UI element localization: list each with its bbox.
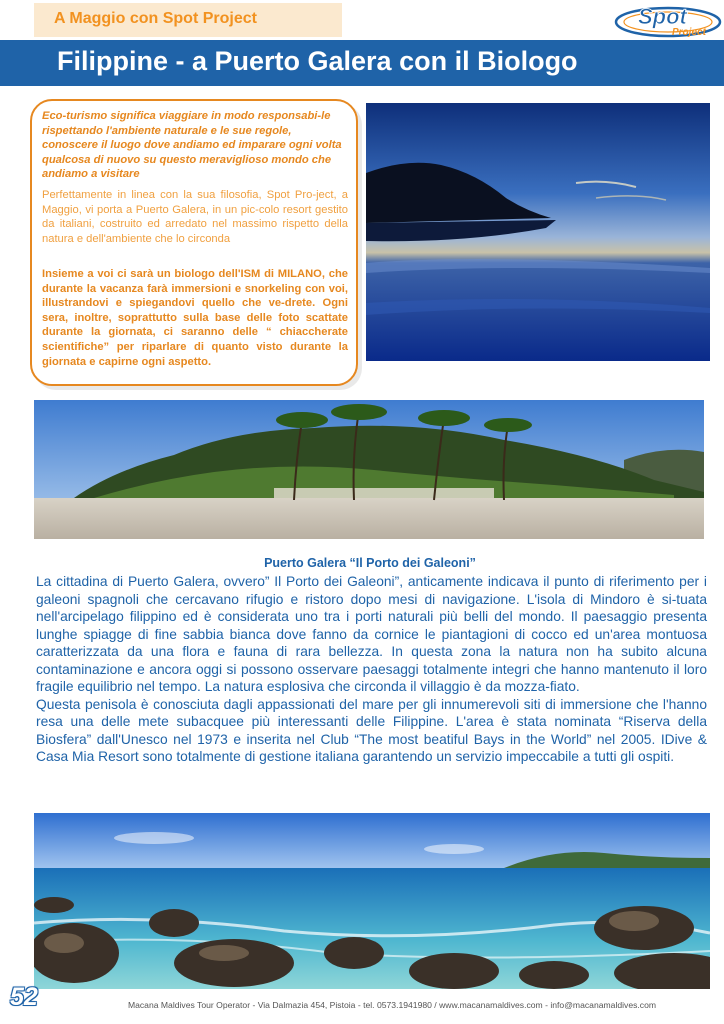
logo-text-project: Project [672,27,706,38]
title-bar [0,40,724,86]
callout-intro: Eco-turismo significa viaggiare in modo responsabi-le rispettando l'ambiente naturale e le sue regole, conoscere il luogo dove andiamo ed imparare ogni volta qualcosa di nuovo su questo meraviglioso mondo che andiamo a visitare [42,110,342,181]
article-paragraph-2: Questa penisola è conosciuta dagli appassionati del mare per gli innumerevoli siti di immersione che l'hanno resa una delle mete subacquee più interessanti delle Filippine. L'area è stata nominata “Riserva della Biosfera” dall'Unesco nel 1973 e inserita nel Club “The most beatiful Bays in the World” nel 2005. IDive & Casa Mia Resort sono totalmente di gestione italiana garantendo un servizio impeccabile a tutti gli ospiti. [36,696,707,764]
sunset-photo [366,103,710,361]
article-body [36,573,707,766]
footer-contact: Macana Maldives Tour Operator - Via Dalmazia 454, Pistoia - tel. 0573.1941980 / www.macanamaldives.com - info@macanamaldives.com [127,1000,657,1010]
page-title: Filippine - a Puerto Galera con il Biologo [57,46,578,76]
header-tab [34,3,342,37]
beach-panorama-photo [34,400,704,539]
spot-project-logo [612,0,722,40]
rocky-coast-photo [34,813,710,989]
page-number: 52 [10,983,38,1011]
callout-paragraph-3: Insieme a voi ci sarà un biologo dell'ISM di MILANO, che durante la vacanza farà immersioni e snorkeling con voi, illustrandovi e spiegandovi quello che ve-drete. Ogni sera, inoltre, soprattutto sulla base delle foto scattate durante la giornata, ci saranno delle “ chiaccherate scientifiche” per riparlare di quanto visto durante la giornata e capirne ogni aspetto. [42,268,348,368]
callout-paragraph-2: Perfettamente in linea con la sua filosofia, Spot Pro-ject, a Maggio, vi porta a Puerto Galera, in un pic-colo resort gestito da italiani, costruito ed arredato nel massimo rispetto della natura e dell'ambiente che lo circonda [42,189,348,245]
article-paragraph-1: La cittadina di Puerto Galera, ovvero” Il Porto dei Galeoni”, anticamente indicava il punto di riferimento per i galeoni spagnoli che cercavano rifugio e ristoro dopo mesi di navigazione. L'isola di Mindoro è si-tuata nell'arcipelago filippino ed è considerata uno tra i porti naturali più belli del mondo. Il paesaggio presenta lunghe spiagge di fine sabbia bianca dove fanno da cornice le piantagioni di cocco ed un'area montuosa caratterizzata da una flora e fauna di rara bellezza. In questa zona la natura non ha subito alcuna contaminazione e ancora oggi si possono osservare paesaggi totalmente integri che hanno mantenuto il loro fragile equilibrio nel tempo. La natura esplosiva che circonda il villaggio è da mozza-fiato. [36,574,707,694]
article-heading: Puerto Galera “Il Porto dei Galeoni” [264,556,476,570]
logo-text-spot: Spot [638,4,687,29]
callout-box [30,99,358,386]
header-tab-label: A Maggio con Spot Project [54,10,257,27]
